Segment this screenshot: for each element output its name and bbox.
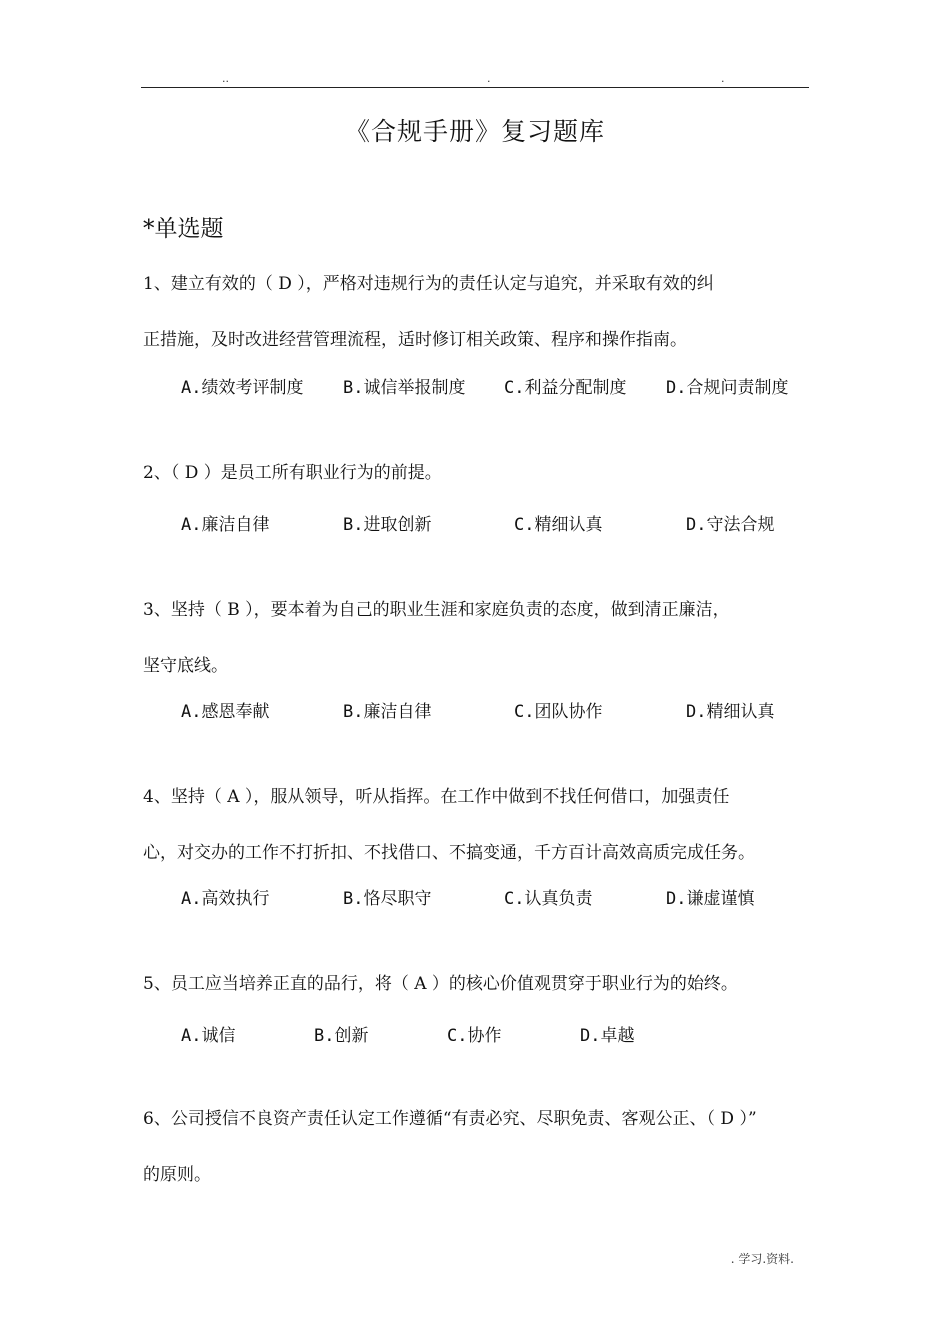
option-a: A.诚信: [181, 1026, 236, 1046]
option-a: A.高效执行: [181, 889, 270, 909]
option-b: B.廉洁自律: [343, 702, 432, 722]
option-d: D.卓越: [580, 1026, 635, 1046]
option-c: C.精细认真: [514, 515, 603, 535]
option-d: D.谦虚谨慎: [666, 889, 755, 909]
option-b: B.诚信举报制度: [343, 378, 466, 398]
question-line: 2、（ D ）是员工所有职业行为的前提。: [143, 463, 442, 483]
question-6: [143, 1105, 813, 1217]
option-d: D.守法合规: [686, 515, 775, 535]
option-a: A.绩效考评制度: [181, 378, 304, 398]
question-line: 6、公司授信不良资产责任认定工作遵循“有责必究、尽职免责、客观公正、（ D ）”: [143, 1109, 757, 1129]
option-d: D.合规问责制度: [666, 378, 789, 398]
question-line: 4、坚持（ A ），服从领导，听从指挥。在工作中做到不找任何借口，加强责任: [143, 787, 730, 807]
question-line: 心，对交办的工作不打折扣、不找借口、不搞变通，千方百计高效高质完成任务。: [143, 843, 755, 863]
header-dot-right: .: [721, 72, 725, 85]
option-c: C.团队协作: [514, 702, 603, 722]
question-line: 的原则。: [143, 1165, 211, 1185]
question-5: [143, 970, 813, 1026]
question-1: [143, 270, 813, 382]
option-c: C.认真负责: [504, 889, 593, 909]
question-line: 5、员工应当培养正直的品行，将（ A ）的核心价值观贯穿于职业行为的始终。: [143, 974, 738, 994]
option-c: C.协作: [447, 1026, 502, 1046]
option-c: C.利益分配制度: [504, 378, 627, 398]
section-heading: *单选题: [143, 216, 224, 242]
option-d: D.精细认真: [686, 702, 775, 722]
question-line: 3、坚持（ B ），要本着为自己的职业生涯和家庭负责的态度，做到清正廉洁，: [143, 600, 730, 620]
page-footer: . 学习.资料.: [730, 1252, 794, 1266]
question-2: [143, 459, 813, 515]
option-b: B.恪尽职守: [343, 889, 432, 909]
header-rule: [141, 87, 809, 88]
question-line: 坚守底线。: [143, 656, 228, 676]
option-b: B.进取创新: [343, 515, 432, 535]
question-line: 1、建立有效的（ D ），严格对违规行为的责任认定与追究，并采取有效的纠: [143, 274, 714, 294]
header-dot-center: .: [487, 72, 491, 85]
option-b: B.创新: [314, 1026, 369, 1046]
question-line: 正措施，及时改进经营管理流程，适时修订相关政策、程序和操作指南。: [143, 330, 687, 350]
question-4: [143, 783, 813, 895]
option-a: A.廉洁自律: [181, 515, 270, 535]
question-3: [143, 596, 813, 708]
option-a: A.感恩奉献: [181, 702, 270, 722]
page-title: 《合规手册》复习题库: [344, 117, 605, 146]
header-dots-left: ..: [222, 72, 229, 85]
